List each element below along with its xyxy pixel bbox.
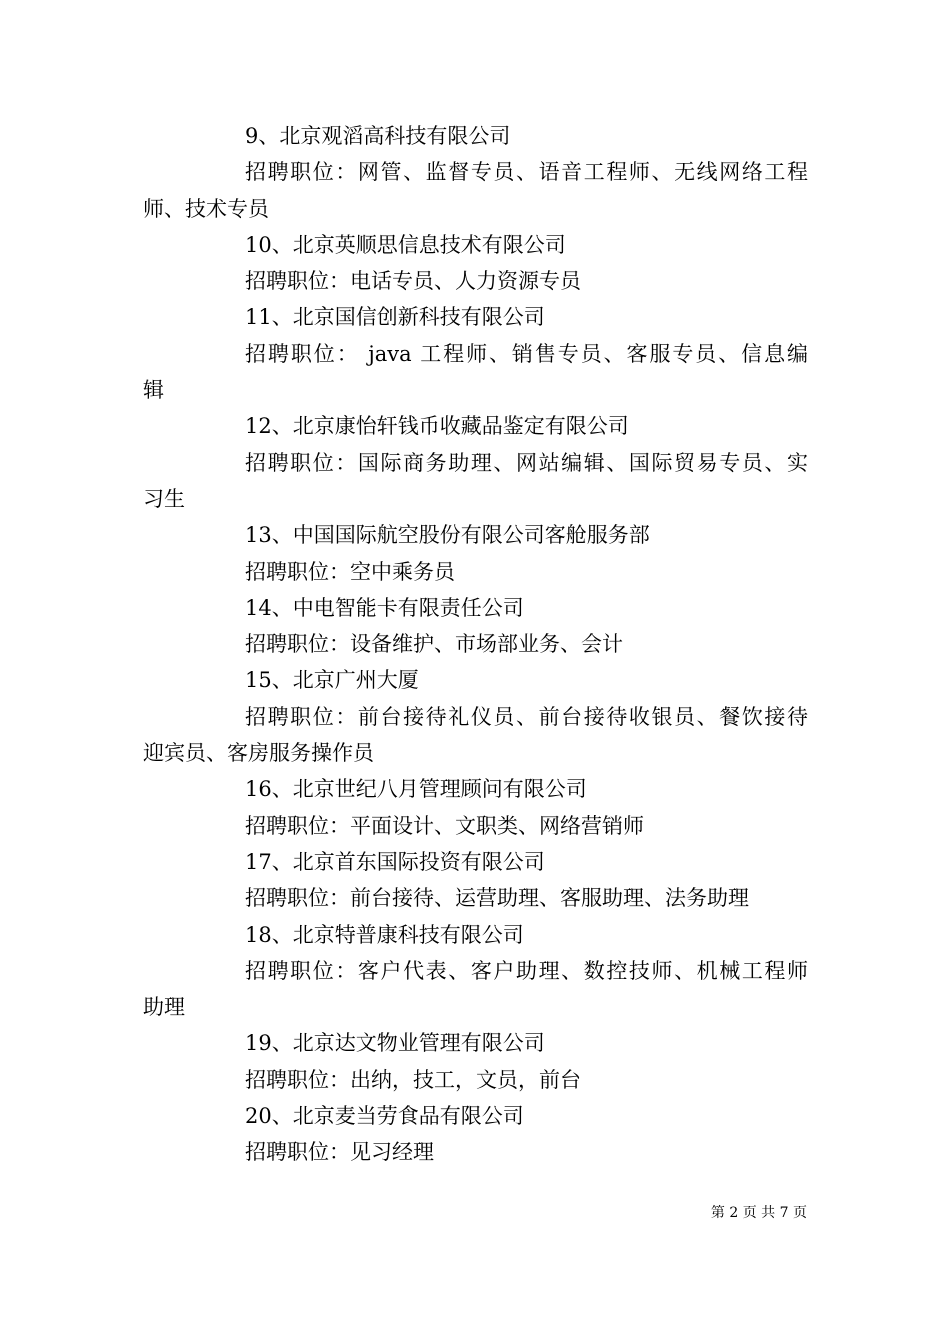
company-heading: 13、中国国际航空股份有限公司客舱服务部 <box>245 523 650 548</box>
job-positions-continued: 辑 <box>143 378 164 403</box>
job-positions: 招聘职位：平面设计、文职类、网络营销师 <box>245 813 644 838</box>
job-positions: 招聘职位：见习经理 <box>245 1140 434 1165</box>
job-positions: 招聘职位：客户代表、客户助理、数控技师、机械工程师 <box>245 958 808 983</box>
page-number: 第 2 页 共 7 页 <box>710 1205 807 1221</box>
company-heading: 19、北京达文物业管理有限公司 <box>245 1031 545 1056</box>
company-heading: 9、北京观滔高科技有限公司 <box>245 124 511 148</box>
company-heading: 16、北京世纪八月管理顾问有限公司 <box>245 777 587 802</box>
company-heading: 15、北京广州大厦 <box>245 668 419 693</box>
company-heading: 14、中电智能卡有限责任公司 <box>245 595 524 620</box>
job-positions: 招聘职位： java 工程师、销售专员、客服专员、信息编 <box>245 341 808 366</box>
company-heading: 20、北京麦当劳食品有限公司 <box>245 1104 524 1129</box>
job-positions: 招聘职位：前台接待礼仪员、前台接待收银员、餐饮接待 <box>245 704 808 729</box>
document-body <box>143 118 808 1171</box>
job-positions-continued: 迎宾员、客房服务操作员 <box>143 741 374 766</box>
job-positions: 招聘职位：设备维护、市场部业务、会计 <box>245 632 623 657</box>
company-heading: 18、北京特普康科技有限公司 <box>245 922 524 947</box>
job-positions: 招聘职位：国际商务助理、网站编辑、国际贸易专员、实 <box>245 450 808 475</box>
job-positions: 招聘职位：出纳，技工，文员，前台 <box>245 1067 581 1092</box>
job-positions: 招聘职位：前台接待、运营助理、客服助理、法务助理 <box>245 886 749 911</box>
job-positions-continued: 助理 <box>143 995 185 1020</box>
company-heading: 11、北京国信创新科技有限公司 <box>245 305 545 330</box>
job-positions: 招聘职位：空中乘务员 <box>245 559 455 584</box>
job-positions-continued: 师、技术专员 <box>143 196 269 221</box>
job-positions-continued: 习生 <box>143 486 185 511</box>
company-heading: 10、北京英顺思信息技术有限公司 <box>245 232 566 257</box>
job-positions: 招聘职位：电话专员、人力资源专员 <box>245 269 581 294</box>
company-heading: 17、北京首东国际投资有限公司 <box>245 849 545 874</box>
company-heading: 12、北京康怡轩钱币收藏品鉴定有限公司 <box>245 414 629 439</box>
job-positions: 招聘职位：网管、监督专员、语音工程师、无线网络工程 <box>245 160 808 185</box>
